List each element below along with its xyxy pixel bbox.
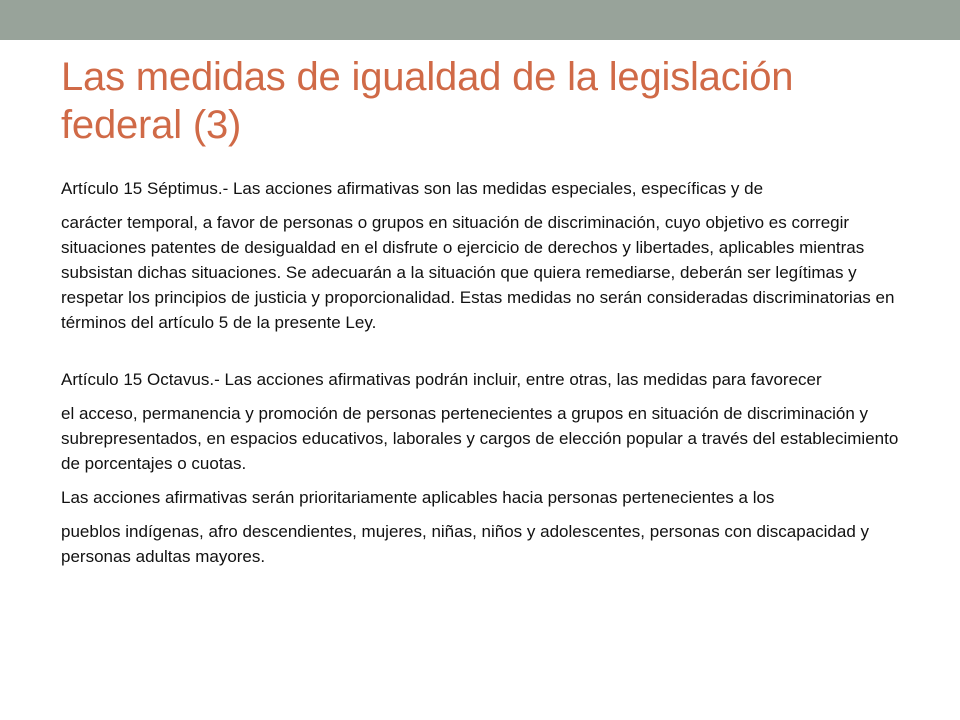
slide-body bbox=[61, 176, 903, 569]
slide-title: Las medidas de igualdad de la legislación federal (3) bbox=[61, 55, 794, 147]
article-15-octavus-text: el acceso, permanencia y promoción de personas pertenecientes a grupos en situación de discriminación y subrepresentados, en espacios educativos, laborales y cargos de elección popular a través del establecimiento de porcentajes o cuotas. bbox=[61, 404, 899, 473]
priority-groups-heading: Las acciones afirmativas serán prioritariamente aplicables hacia personas pertenecientes a los bbox=[61, 488, 775, 507]
top-bar bbox=[0, 0, 960, 40]
priority-groups-text: pueblos indígenas, afro descendientes, mujeres, niñas, niños y adolescentes, personas con discapacidad y personas adultas mayores. bbox=[61, 522, 870, 566]
article-15-septimus-text: carácter temporal, a favor de personas o grupos en situación de discriminación, cuyo objetivo es corregir situaciones patentes de desigualdad en el disfrute o ejercicio de derechos y libertades, aplicables mientras subsistan dichas situaciones. Se adecuarán a la situación que quiera remediarse, deberán ser legítimas y respetar los principios de justicia y proporcionalidad. Estas medidas no serán consideradas discriminatorias en términos del artículo 5 de la presente Ley. bbox=[61, 213, 895, 332]
article-15-octavus-heading: Artículo 15 Octavus.- Las acciones afirmativas podrán incluir, entre otras, las medidas para favorecer bbox=[61, 370, 822, 389]
article-15-septimus-heading: Artículo 15 Séptimus.- Las acciones afirmativas son las medidas especiales, específicas y de bbox=[61, 179, 764, 198]
